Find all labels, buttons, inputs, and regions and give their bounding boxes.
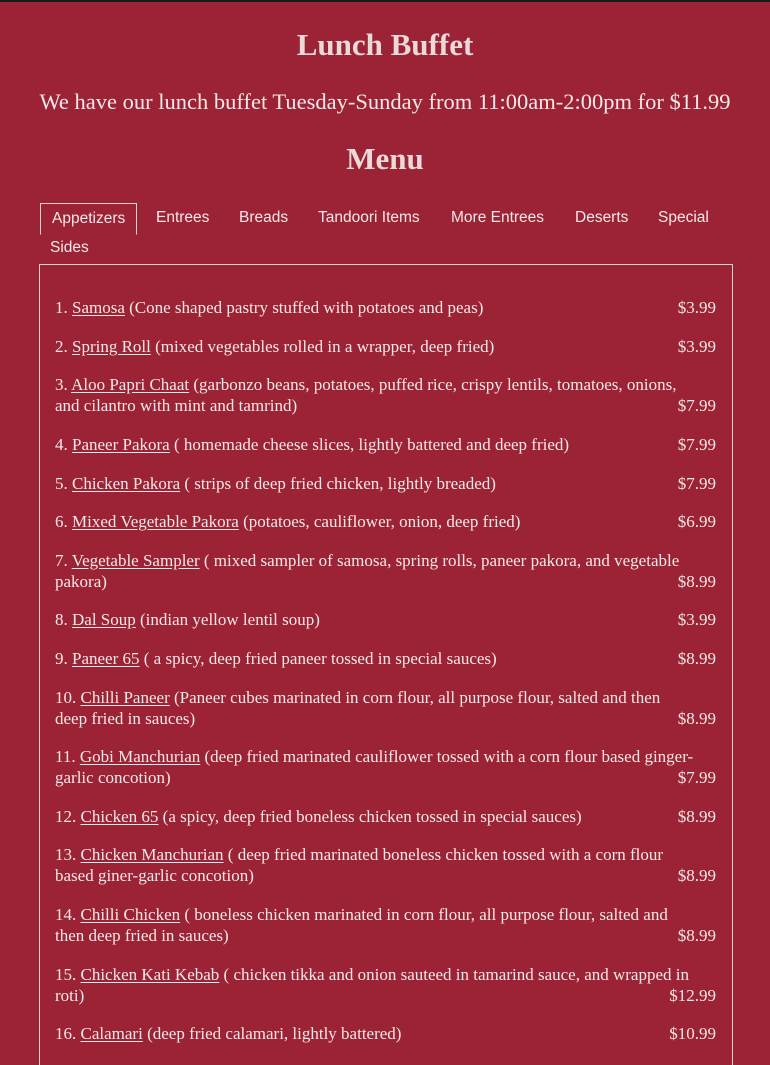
item-number: 6.: [55, 512, 68, 531]
item-name-link[interactable]: Gobi Manchurian: [79, 747, 201, 766]
buffet-intro: We have our lunch buffet Tuesday-Sunday from 11:00am-2:00pm for $11.99: [39, 89, 731, 114]
item-number: 8.: [55, 610, 68, 629]
menu-item: [55, 511, 716, 532]
menu-item: [55, 964, 716, 1006]
item-description: ( homemade cheese slices, lightly battered and deep fried): [169, 435, 570, 454]
item-price: $3.99: [677, 610, 716, 629]
item-price: $8.99: [677, 572, 716, 591]
tab-appetizers[interactable]: Appetizers: [40, 203, 137, 235]
item-name-link[interactable]: Chilli Paneer: [80, 688, 170, 707]
item-description: (Cone shaped pastry stuffed with potatoes and peas): [124, 298, 484, 317]
item-description: (deep fried marinated cauliflower tossed with a corn flour based ginger-: [200, 747, 694, 766]
item-description-cont: and cilantro with mint and tamrind): [55, 396, 298, 415]
item-description: (potatoes, cauliflower, onion, deep fried): [238, 512, 521, 531]
item-description: (Paneer cubes marinated in corn flour, all purpose flour, salted and then: [169, 688, 661, 707]
item-name-link[interactable]: Vegetable Sampler: [71, 551, 200, 570]
menu-item: [55, 1023, 716, 1044]
item-number: 9.: [55, 649, 68, 668]
menu-item: [55, 434, 716, 455]
item-price: $7.99: [677, 435, 716, 454]
item-number: 5.: [55, 474, 68, 493]
item-number: 4.: [55, 435, 68, 454]
item-description-cont: garlic concotion): [55, 768, 171, 787]
menu-item: [55, 297, 716, 318]
item-price: $8.99: [677, 709, 716, 728]
item-number: 13.: [55, 845, 77, 864]
item-name-link[interactable]: Aloo Papri Chaat: [71, 375, 190, 394]
item-number: 12.: [55, 807, 77, 826]
tab-more-entrees[interactable]: More Entrees: [451, 209, 545, 226]
item-price: $3.99: [677, 337, 716, 356]
item-number: 15.: [55, 965, 77, 984]
item-name-link[interactable]: Samosa: [72, 298, 125, 317]
item-name-link[interactable]: Paneer Pakora: [72, 435, 170, 454]
menu-item: [55, 336, 716, 357]
item-price: $10.99: [669, 1024, 716, 1043]
item-description: ( deep fried marinated boneless chicken tossed with a corn flour: [223, 845, 664, 864]
menu-item: [55, 374, 716, 416]
item-description: ( a spicy, deep fried paneer tossed in special sauces): [139, 649, 497, 668]
menu-item: [55, 550, 716, 592]
tab-sides[interactable]: Sides: [50, 239, 89, 256]
item-price: $7.99: [677, 474, 716, 493]
item-name-link[interactable]: Calamari: [80, 1024, 143, 1043]
menu-item: [55, 844, 716, 886]
item-name-link[interactable]: Chicken 65: [80, 807, 159, 826]
item-description: ( chicken tikka and onion sauteed in tamarind sauce, and wrapped in: [219, 965, 689, 984]
item-description-cont: based giner-garlic concotion): [55, 866, 254, 885]
item-price: $6.99: [677, 512, 716, 531]
item-description-cont: then deep fried in sauces): [55, 926, 229, 945]
top-border: [0, 0, 770, 2]
item-price: $7.99: [677, 396, 716, 415]
item-description: (a spicy, deep fried boneless chicken tossed in special sauces): [158, 807, 582, 826]
item-description: ( strips of deep fried chicken, lightly breaded): [180, 474, 496, 493]
item-price: $8.99: [677, 807, 716, 826]
item-number: 10.: [55, 688, 77, 707]
item-name-link[interactable]: Chicken Manchurian: [80, 845, 224, 864]
menu-item: [55, 473, 716, 494]
item-name-link[interactable]: Chicken Kati Kebab: [80, 965, 220, 984]
item-description: (indian yellow lentil soup): [135, 610, 320, 629]
item-price: $7.99: [677, 768, 716, 787]
tab-tandoori-items[interactable]: Tandoori Items: [318, 209, 420, 226]
item-price: $8.99: [677, 649, 716, 668]
menu-item: [55, 806, 716, 827]
page-title: Lunch Buffet: [296, 27, 474, 62]
item-description-cont: roti): [55, 986, 85, 1005]
item-price: $8.99: [677, 926, 716, 945]
item-description-cont: deep fried in sauces): [55, 709, 196, 728]
item-price: $3.99: [677, 298, 716, 317]
tab-special[interactable]: Special: [658, 209, 709, 226]
item-name-link[interactable]: Mixed Vegetable Pakora: [72, 512, 239, 531]
item-description-cont: pakora): [55, 572, 107, 591]
item-name-link[interactable]: Chicken Pakora: [72, 474, 181, 493]
item-price: $8.99: [677, 866, 716, 885]
item-description: (deep fried calamari, lightly battered): [142, 1024, 402, 1043]
item-description: (garbonzo beans, potatoes, puffed rice, crispy lentils, tomatoes, onions,: [189, 375, 677, 394]
item-number: 16.: [55, 1024, 77, 1043]
item-number: 2.: [55, 337, 68, 356]
item-name-link[interactable]: Dal Soup: [72, 610, 136, 629]
item-number: 1.: [55, 298, 68, 317]
item-description: (mixed vegetables rolled in a wrapper, deep fried): [150, 337, 495, 356]
item-number: 7.: [55, 551, 68, 570]
appetizers-panel: [39, 264, 733, 1065]
item-name-link[interactable]: Chilli Chicken: [80, 905, 181, 924]
item-description: ( boneless chicken marinated in corn flour, all purpose flour, salted and: [180, 905, 668, 924]
menu-item: [55, 609, 716, 630]
item-name-link[interactable]: Spring Roll: [72, 337, 151, 356]
item-price: $12.99: [669, 986, 716, 1005]
menu-item: [55, 904, 716, 946]
menu-item: [55, 746, 716, 788]
item-number: 14.: [55, 905, 77, 924]
tab-deserts[interactable]: Deserts: [575, 209, 629, 226]
item-number: 11.: [55, 747, 76, 766]
tab-entrees[interactable]: Entrees: [156, 209, 210, 226]
tab-breads[interactable]: Breads: [239, 209, 289, 226]
item-description: ( mixed sampler of samosa, spring rolls, paneer pakora, and vegetable: [199, 551, 680, 570]
menu-item: [55, 687, 716, 729]
item-number: 3.: [55, 375, 68, 394]
menu-heading: Menu: [346, 141, 424, 176]
menu-item: [55, 648, 716, 669]
item-name-link[interactable]: Paneer 65: [72, 649, 140, 668]
